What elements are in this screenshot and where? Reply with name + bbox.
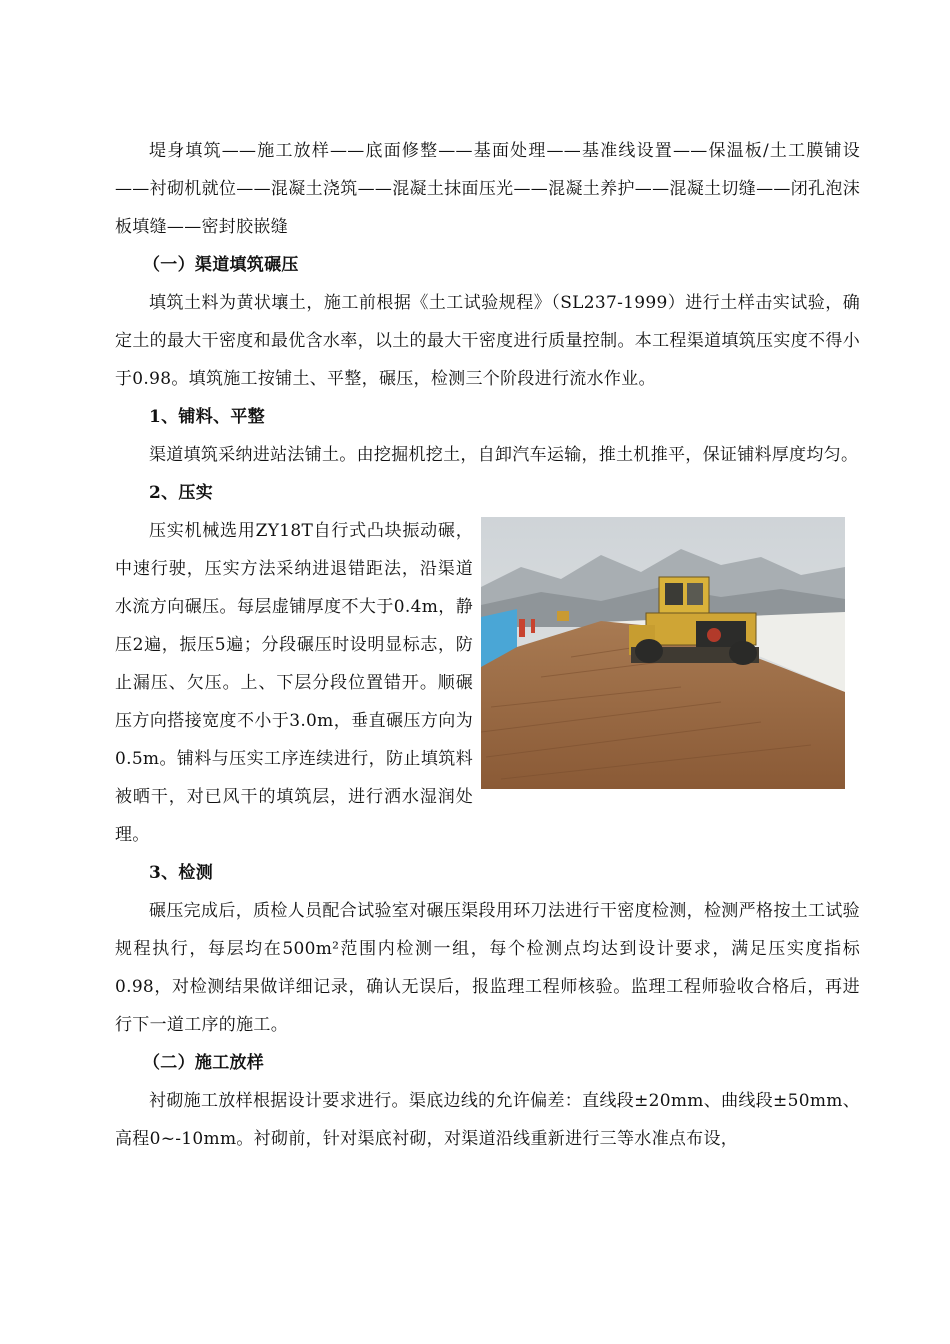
compaction-block bbox=[115, 512, 860, 854]
section-1-heading: （一）渠道填筑碾压 bbox=[143, 255, 299, 275]
subsection-3-paragraph: 碾压完成后，质检人员配合试验室对碾压渠段用环刀法进行干密度检测，检测严格按土工试验规程执行，每层均在500m²范围内检测一组，每个检测点均达到设计要求，满足压实度指标0.98，对检测结果做详细记录，确认无误后，报监理工程师核验。监理工程师验收合格后，再进行下一道工序的施工。 bbox=[115, 901, 860, 1035]
subsection-2-heading: 2、压实 bbox=[149, 483, 214, 503]
section-2-paragraph: 衬砌施工放样根据设计要求进行。渠底边线的允许偏差：直线段±20mm、曲线段±50mm、高程0~-10mm。衬砌前，针对渠底衬砌，对渠道沿线重新进行三等水准点布设， bbox=[115, 1091, 860, 1149]
subsection-2-paragraph: 压实机械选用ZY18T自行式凸块振动碾，中速行驶，压实方法采纳进退错距法，沿渠道水流方向碾压。每层虚铺厚度不大于0.4m，静压2遍，振压5遍；分段碾压时设明显标志，防止漏压、欠压。上、下层分段位置错开。顺碾压方向搭接宽度不小于3.0m，垂直碾压方向为0.5m。铺料与压实工序连续进行，防止填筑料被晒干，对已风干的填筑层，进行洒水湿润处理。 bbox=[115, 521, 473, 845]
section-2-heading: （二）施工放样 bbox=[143, 1053, 265, 1073]
section-1-paragraph: 填筑土料为黄状壤土，施工前根据《土工试验规程》（SL237-1999）进行土样击实试验，确定土的最大干密度和最优含水率，以土的最大干密度进行质量控制。本工程渠道填筑压实度不得小于0.98。填筑施工按铺土、平整，碾压，检测三个阶段进行流水作业。 bbox=[115, 293, 860, 389]
roller-photo bbox=[481, 517, 845, 789]
roller-photo-illustration bbox=[481, 517, 845, 789]
subsection-1-paragraph: 渠道填筑采纳进站法铺土。由挖掘机挖土，自卸汽车运输，推土机推平，保证铺料厚度均匀。 bbox=[149, 445, 859, 465]
process-flow-paragraph: 堤身填筑——施工放样——底面修整——基面处理——基准线设置——保温板/土工膜铺设——衬砌机就位——混凝土浇筑——混凝土抹面压光——混凝土养护——混凝土切缝——闭孔泡沫板填缝——密封胶嵌缝 bbox=[115, 141, 860, 237]
subsection-3-heading: 3、检测 bbox=[149, 863, 214, 883]
document-body bbox=[115, 132, 860, 1158]
subsection-1-heading: 1、铺料、平整 bbox=[149, 407, 265, 427]
